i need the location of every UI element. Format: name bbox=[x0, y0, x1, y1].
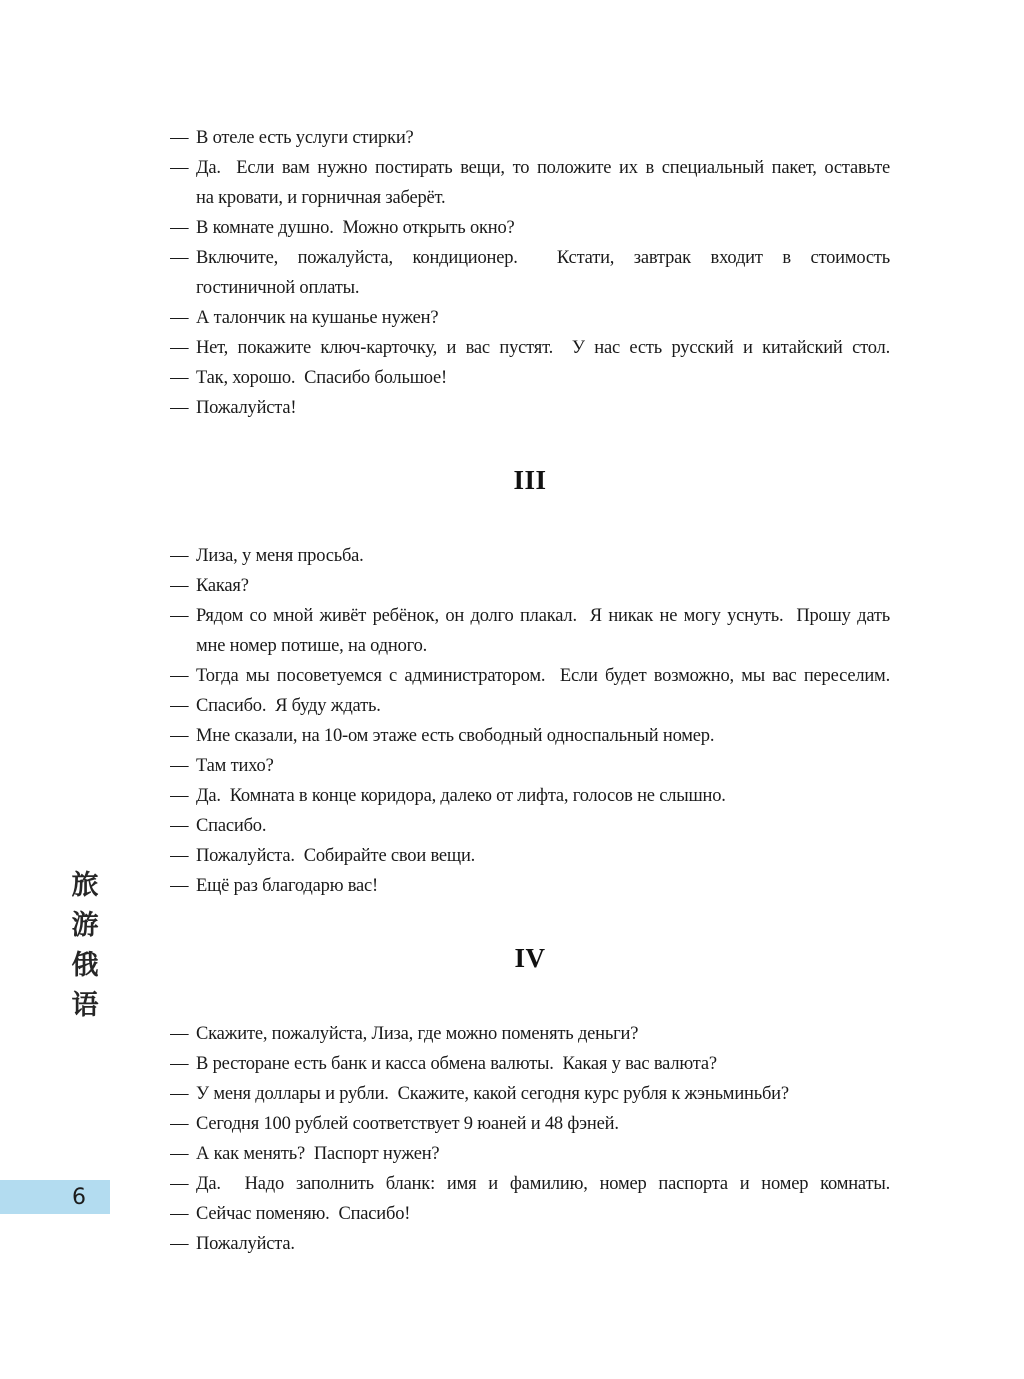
dialogue-text: Лиза, у меня просьба. bbox=[196, 546, 364, 566]
dialogue-dash: — bbox=[170, 1204, 189, 1224]
dialogue-turn bbox=[170, 393, 890, 423]
dialogue-line-first bbox=[170, 841, 890, 871]
dialogue-dash: — bbox=[170, 398, 189, 418]
dialogue-line-first bbox=[170, 781, 890, 811]
dialogue-turn bbox=[170, 1169, 890, 1199]
dialogue-turn bbox=[170, 721, 890, 751]
dialogue-line-first bbox=[170, 811, 890, 841]
dialogue-line-first bbox=[170, 1109, 890, 1139]
dialogue-turn bbox=[170, 123, 890, 153]
dialogue-line-first bbox=[170, 1139, 890, 1169]
dialogue-dash: — bbox=[170, 756, 189, 776]
section-header: III bbox=[513, 465, 547, 495]
dialogue-dash: — bbox=[170, 1234, 189, 1254]
dialogue-turn bbox=[170, 661, 890, 691]
dialogue-line-first bbox=[170, 1049, 890, 1079]
dialogue-text: Да. Комната в конце коридора, далеко от лифта, голосов не слышно. bbox=[196, 786, 726, 806]
dialogue-dash: — bbox=[170, 128, 189, 148]
dialogue-dash: — bbox=[170, 1054, 189, 1074]
dialogue-section bbox=[170, 123, 890, 423]
dialogue-text: Тогда мы посоветуемся с администратором. Если будет возможно, мы вас переселим. bbox=[196, 666, 890, 686]
dialogue-text: А как менять? Паспорт нужен? bbox=[196, 1144, 440, 1164]
book-title-char: 旅 bbox=[71, 870, 99, 901]
dialogue-content bbox=[170, 123, 890, 1259]
dialogue-text: Ещё раз благодарю вас! bbox=[196, 876, 379, 896]
dialogue-turn bbox=[170, 243, 890, 303]
dialogue-line-first bbox=[170, 601, 890, 631]
dialogue-text: Спасибо. bbox=[196, 816, 267, 836]
dialogue-line-first bbox=[170, 393, 890, 423]
dialogue-turn bbox=[170, 601, 890, 661]
dialogue-turn bbox=[170, 871, 890, 901]
dialogue-turn bbox=[170, 363, 890, 393]
dialogue-turn bbox=[170, 1019, 890, 1049]
dialogue-text: Там тихо? bbox=[196, 756, 274, 776]
dialogue-text: Сегодня 100 рублей соответствует 9 юаней и 48 фэней. bbox=[196, 1114, 619, 1134]
sidebar-book-title bbox=[68, 866, 102, 1026]
dialogue-text: У меня доллары и рубли. Скажите, какой сегодня курс рубля к жэньминьби? bbox=[196, 1084, 789, 1104]
dialogue-text: Нет, покажите ключ-карточку, и вас пустят. У нас есть русский и китайский стол. bbox=[196, 338, 890, 358]
dialogue-line-first bbox=[170, 871, 890, 901]
dialogue-turn bbox=[170, 541, 890, 571]
dialogue-turn bbox=[170, 213, 890, 243]
dialogue-line-first bbox=[170, 213, 890, 243]
dialogue-line-first bbox=[170, 1019, 890, 1049]
dialogue-line-first bbox=[170, 1199, 890, 1229]
dialogue-dash: — bbox=[170, 846, 189, 866]
dialogue-text: Пожалуйста! bbox=[196, 398, 297, 418]
dialogue-dash: — bbox=[170, 1174, 189, 1194]
dialogue-text: мне номер потише, на одного. bbox=[196, 636, 428, 656]
book-title-char: 游 bbox=[71, 910, 99, 941]
dialogue-text: Так, хорошо. Спасибо большое! bbox=[196, 368, 447, 388]
dialogue-text: Спасибо. Я буду ждать. bbox=[196, 696, 381, 716]
dialogue-turn bbox=[170, 303, 890, 333]
dialogue-text: Сейчас поменяю. Спасибо! bbox=[196, 1204, 411, 1224]
dialogue-dash: — bbox=[170, 666, 189, 686]
dialogue-text: Рядом со мной живёт ребёнок, он долго плакал. Я никак не могу уснуть. Прошу дать bbox=[196, 606, 890, 626]
dialogue-line-first bbox=[170, 661, 890, 691]
dialogue-section bbox=[170, 941, 890, 1259]
dialogue-line-first bbox=[170, 721, 890, 751]
dialogue-dash: — bbox=[170, 606, 189, 626]
dialogue-dash: — bbox=[170, 218, 189, 238]
page-number: 6 bbox=[72, 1184, 86, 1210]
dialogue-dash: — bbox=[170, 158, 189, 178]
dialogue-dash: — bbox=[170, 576, 189, 596]
dialogue-text: гостиничной оплаты. bbox=[196, 278, 360, 298]
dialogue-dash: — bbox=[170, 368, 189, 388]
dialogue-turn bbox=[170, 1139, 890, 1169]
dialogue-line-first bbox=[170, 1229, 890, 1259]
dialogue-line-first bbox=[170, 1169, 890, 1199]
book-title-char: 俄 bbox=[71, 950, 99, 981]
dialogue-turn bbox=[170, 1109, 890, 1139]
dialogue-line-first bbox=[170, 1079, 890, 1109]
dialogue-line-first bbox=[170, 571, 890, 601]
dialogue-turn bbox=[170, 781, 890, 811]
dialogue-dash: — bbox=[170, 1114, 189, 1134]
dialogue-dash: — bbox=[170, 308, 189, 328]
dialogue-line-first bbox=[170, 363, 890, 393]
dialogue-text: А талончик на кушанье нужен? bbox=[196, 308, 439, 328]
dialogue-text: Пожалуйста. bbox=[196, 1234, 295, 1254]
dialogue-line-first bbox=[170, 153, 890, 183]
dialogue-turn bbox=[170, 571, 890, 601]
dialogue-dash: — bbox=[170, 786, 189, 806]
dialogue-dash: — bbox=[170, 546, 189, 566]
dialogue-turn bbox=[170, 1079, 890, 1109]
dialogue-turn bbox=[170, 751, 890, 781]
dialogue-turn bbox=[170, 1229, 890, 1259]
dialogue-dash: — bbox=[170, 1084, 189, 1104]
dialogue-turn bbox=[170, 841, 890, 871]
dialogue-line-wrap bbox=[170, 631, 890, 661]
page-number-badge bbox=[0, 1180, 110, 1214]
section-header: IV bbox=[514, 943, 546, 973]
dialogue-text: Скажите, пожалуйста, Лиза, где можно поменять деньги? bbox=[196, 1024, 639, 1044]
dialogue-line-first bbox=[170, 243, 890, 273]
dialogue-text: Включите, пожалуйста, кондиционер. Кстати, завтрак входит в стоимость bbox=[196, 248, 890, 268]
dialogue-turn bbox=[170, 1199, 890, 1229]
dialogue-dash: — bbox=[170, 248, 189, 268]
dialogue-section bbox=[170, 463, 890, 901]
dialogue-dash: — bbox=[170, 1024, 189, 1044]
dialogue-turn bbox=[170, 811, 890, 841]
dialogue-turn bbox=[170, 333, 890, 363]
dialogue-text: В комнате душно. Можно открыть окно? bbox=[196, 218, 515, 238]
dialogue-line-wrap bbox=[170, 273, 890, 303]
dialogue-line-first bbox=[170, 691, 890, 721]
book-title-char: 语 bbox=[71, 990, 99, 1021]
dialogue-dash: — bbox=[170, 338, 189, 358]
dialogue-dash: — bbox=[170, 1144, 189, 1164]
dialogue-text: Да. Если вам нужно постирать вещи, то положите их в специальный пакет, оставьте bbox=[196, 158, 890, 178]
dialogue-dash: — bbox=[170, 816, 189, 836]
dialogue-text: В отеле есть услуги стирки? bbox=[196, 128, 414, 148]
dialogue-text: Какая? bbox=[196, 576, 249, 596]
dialogue-line-first bbox=[170, 751, 890, 781]
dialogue-line-first bbox=[170, 303, 890, 333]
dialogue-text: Мне сказали, на 10-ом этаже есть свободный односпальный номер. bbox=[196, 726, 715, 746]
dialogue-text: на кровати, и горничная заберёт. bbox=[196, 188, 446, 208]
dialogue-dash: — bbox=[170, 696, 189, 716]
dialogue-line-first bbox=[170, 333, 890, 363]
dialogue-line-wrap bbox=[170, 183, 890, 213]
dialogue-text: В ресторане есть банк и касса обмена валюты. Какая у вас валюта? bbox=[196, 1054, 717, 1074]
dialogue-dash: — bbox=[170, 726, 189, 746]
dialogue-turn bbox=[170, 691, 890, 721]
dialogue-text: Пожалуйста. Собирайте свои вещи. bbox=[196, 846, 476, 866]
dialogue-text: Да. Надо заполнить бланк: имя и фамилию, номер паспорта и номер комнаты. bbox=[196, 1174, 890, 1194]
dialogue-dash: — bbox=[170, 876, 189, 896]
dialogue-turn bbox=[170, 153, 890, 213]
dialogue-line-first bbox=[170, 123, 890, 153]
dialogue-line-first bbox=[170, 541, 890, 571]
dialogue-turn bbox=[170, 1049, 890, 1079]
